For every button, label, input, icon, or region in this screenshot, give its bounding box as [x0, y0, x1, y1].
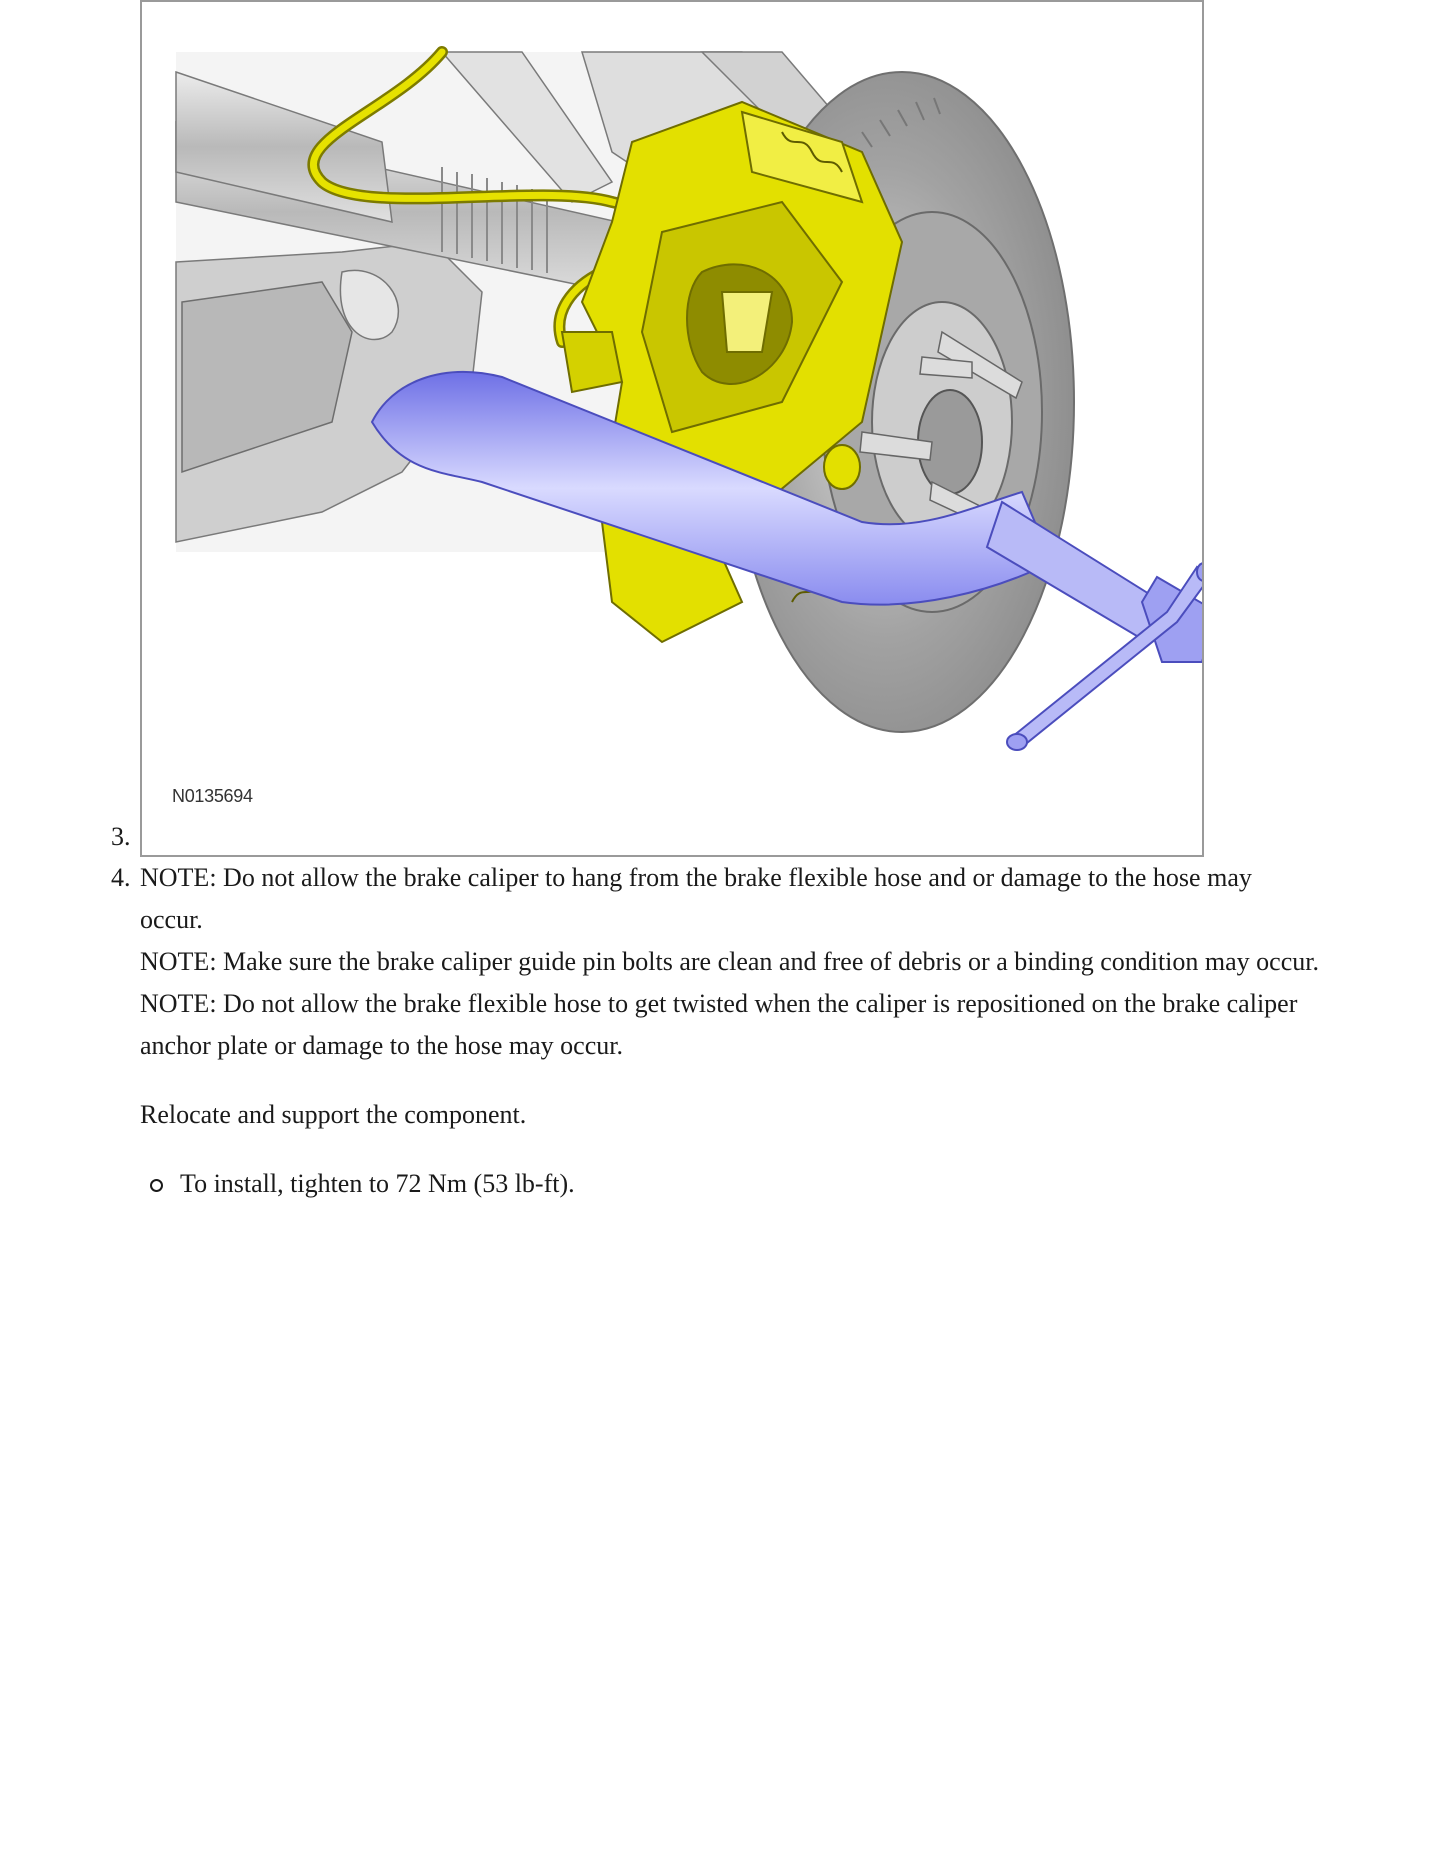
list-item	[140, 1163, 1320, 1205]
figure-id-label: N0135694	[172, 786, 253, 806]
step-4-number: 4.	[111, 863, 131, 892]
note-hose-twist: NOTE: Do not allow the brake flexible hose to get twisted when the caliper is repositioned on the brake caliper anchor plate or damage to the hose may occur.	[140, 989, 1298, 1060]
step-4-body	[140, 857, 1320, 1205]
note-guide-pin: NOTE: Make sure the brake caliper guide pin bolts are clean and free of debris or a binding condition may occur.	[140, 947, 1319, 976]
note-hose-hang: NOTE: Do not allow the brake caliper to hang from the brake flexible hose and or damage to the hose may occur.	[140, 863, 1252, 934]
torque-spec: To install, tighten to 72 Nm (53 lb-ft).	[180, 1169, 575, 1198]
brake-caliper-illustration	[142, 2, 1202, 855]
instruction-text: Relocate and support the component.	[140, 1100, 527, 1129]
figure-frame	[140, 0, 1204, 857]
bullet-list	[140, 1163, 1320, 1205]
circle-bullet-icon	[150, 1179, 163, 1192]
step-3-number: 3.	[111, 822, 131, 851]
